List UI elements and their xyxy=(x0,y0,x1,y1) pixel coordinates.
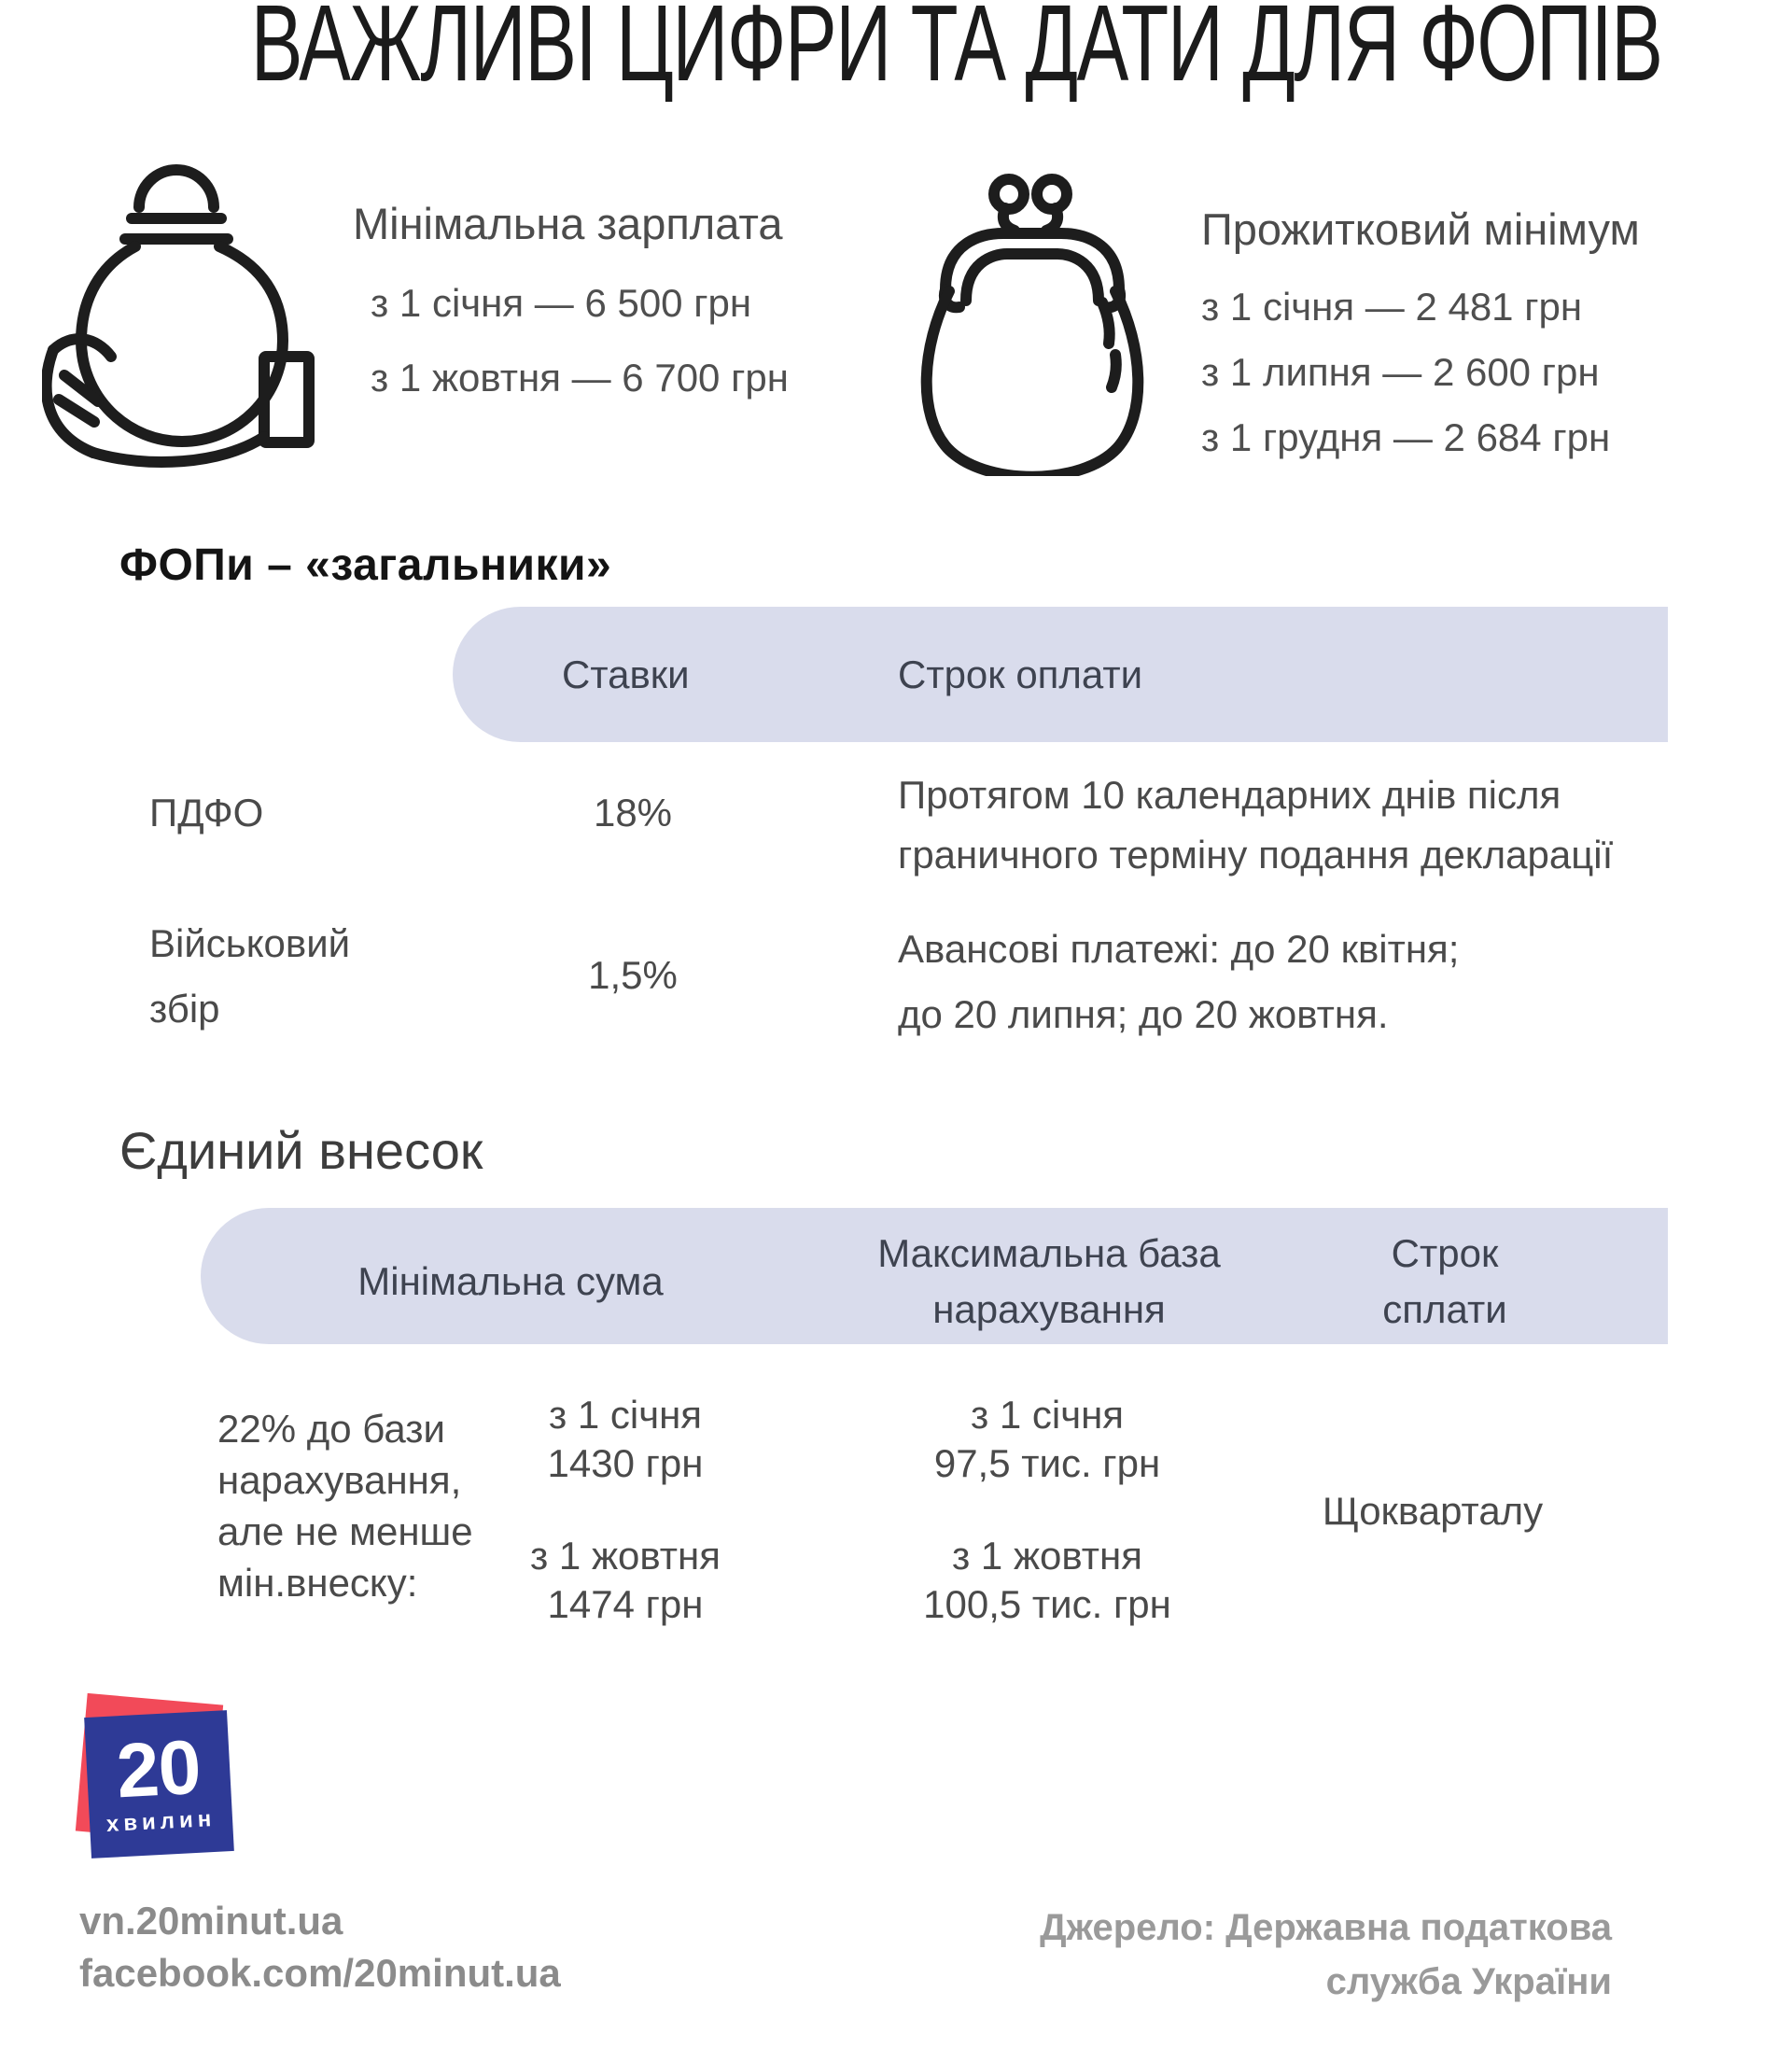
column-header-max-base-line: Максимальна база xyxy=(877,1231,1221,1275)
logo-blue-square xyxy=(84,1710,234,1859)
money-bag-in-hand-icon xyxy=(42,149,315,473)
unified-max-value: 97,5 тис. грн xyxy=(933,1441,1161,1485)
footer-links xyxy=(79,1895,561,1999)
unified-section-heading: Єдиний внесок xyxy=(119,1121,483,1180)
column-header-rate: Ставки xyxy=(562,652,690,696)
living-min-values xyxy=(1201,285,1611,459)
column-header-payment-term: Строк оплати xyxy=(898,652,1143,696)
general-section-heading: ФОПи – «загальники» xyxy=(119,540,612,590)
unified-table-header-band xyxy=(201,1208,1668,1344)
column-header-min-sum: Мінімальна сума xyxy=(357,1259,664,1303)
general-table-header-band xyxy=(453,607,1668,742)
tax-row-rate: 18% xyxy=(593,791,673,835)
unified-max-entry xyxy=(923,1532,1171,1629)
unified-min-date: з 1 січня xyxy=(548,1393,703,1437)
logo-20minut xyxy=(83,1699,246,1867)
living-min-line: з 1 січня — 2 481 грн xyxy=(1201,285,1583,329)
tax-row-term-line: Протягом 10 календарних днів після xyxy=(898,773,1561,817)
unified-base-cell: 22% до бази нарахування, але не менше мін.внеску: xyxy=(217,1407,473,1605)
column-header-pay-term: Строк сплати xyxy=(1382,1231,1507,1331)
logo-number: 20 xyxy=(114,1724,203,1815)
living-min-label: Прожитковий мінімум xyxy=(1201,204,1640,254)
tax-row-term-line: до 20 липня; до 20 жовтня. xyxy=(898,992,1389,1036)
living-min-line: з 1 липня — 2 600 грн xyxy=(1201,350,1600,394)
unified-max-entry xyxy=(934,1391,1160,1488)
footer-source xyxy=(1040,1901,1612,2009)
unified-min-value: 1430 грн xyxy=(547,1441,704,1485)
footer-source-line: Джерело: Державна податкова xyxy=(1040,1907,1612,1948)
living-min-line: з 1 грудня — 2 684 грн xyxy=(1201,415,1611,459)
unified-min-date: з 1 жовтня xyxy=(530,1534,721,1578)
tax-row-term xyxy=(898,765,1613,885)
unified-min-entry xyxy=(548,1391,704,1488)
footer-facebook-url: facebook.com/20minut.ua xyxy=(79,1951,561,1995)
unified-min-value: 1474 грн xyxy=(547,1582,704,1626)
unified-term-cell: Щокварталу xyxy=(1322,1489,1544,1533)
tax-row-term-line: Авансові платежі: до 20 квітня; xyxy=(898,927,1460,971)
unified-max-value: 100,5 тис. грн xyxy=(923,1582,1171,1626)
footer-source-line: служба України xyxy=(1325,1961,1612,2002)
min-salary-label: Мінімальна зарплата xyxy=(353,199,783,248)
page-title: ВАЖЛИВІ ЦИФРИ ТА ДАТИ ДЛЯ ФОПІВ xyxy=(250,0,1662,104)
tax-row-rate: 1,5% xyxy=(588,953,678,997)
column-header-max-base-line: нарахування xyxy=(932,1287,1166,1331)
unified-min-entry xyxy=(530,1532,721,1629)
tax-row-name: ПДФО xyxy=(149,791,264,835)
min-salary-values xyxy=(371,281,789,400)
tax-row-term xyxy=(898,917,1459,1047)
unified-max-date: з 1 січня xyxy=(970,1393,1125,1437)
min-salary-line: з 1 жовтня — 6 700 грн xyxy=(371,356,789,400)
tax-row-term-line: граничного терміну подання декларації xyxy=(898,833,1614,877)
unified-max-date: з 1 жовтня xyxy=(952,1534,1142,1578)
tax-row-name: Військовий збір xyxy=(149,921,351,1031)
coin-purse-icon xyxy=(901,161,1164,476)
column-header-max-base xyxy=(877,1226,1221,1338)
footer-site-url: vn.20minut.ua xyxy=(79,1899,343,1943)
min-salary-line: з 1 січня — 6 500 грн xyxy=(371,281,752,325)
logo-word: хвилин xyxy=(105,1805,217,1837)
